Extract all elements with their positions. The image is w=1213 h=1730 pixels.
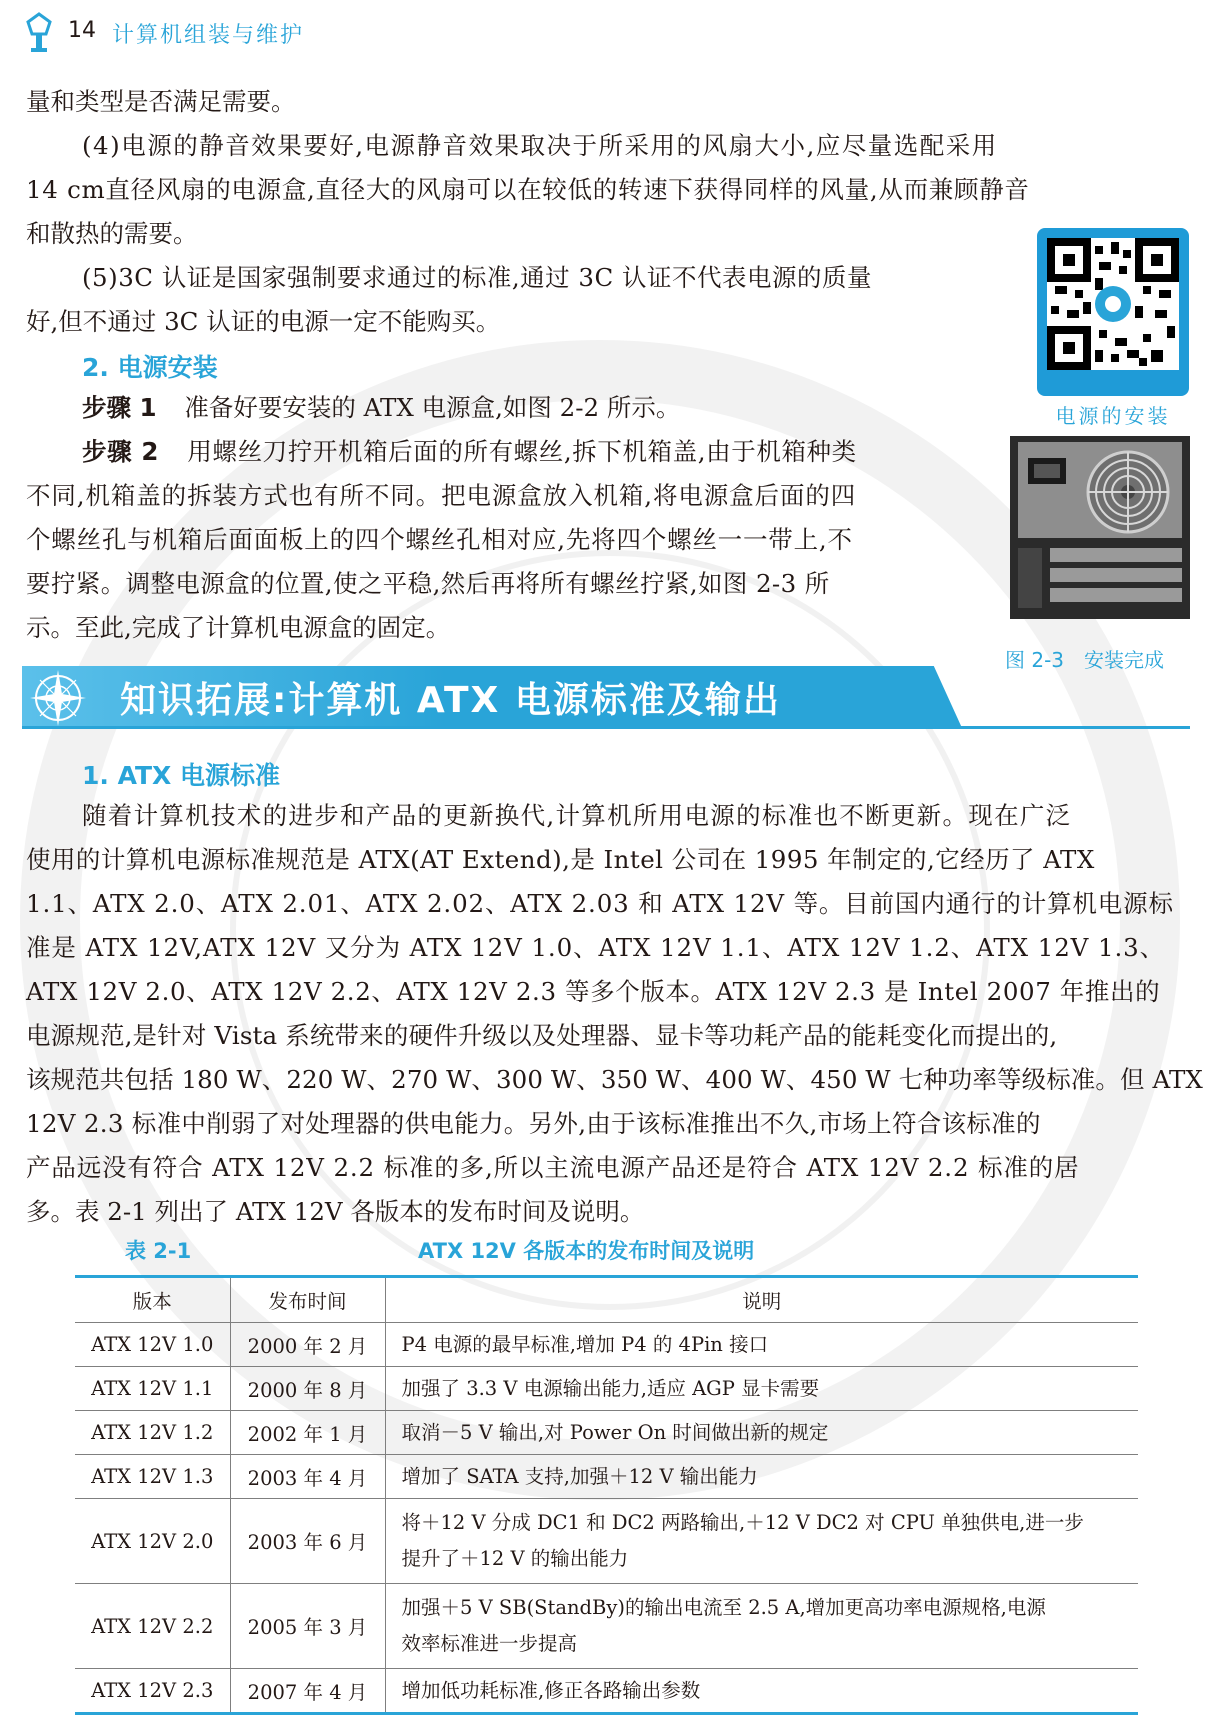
qr-caption: 电源的安装 xyxy=(1055,404,1171,428)
compass-icon xyxy=(28,668,88,728)
date-cell: 2000 年 2 月 xyxy=(230,1323,385,1367)
version-cell: ATX 12V 2.0 xyxy=(75,1499,230,1584)
version-cell: ATX 12V 2.3 xyxy=(75,1669,230,1714)
version-cell: ATX 12V 1.1 xyxy=(75,1367,230,1411)
paragraph-line: 电源规范,是针对 Vista 系统带来的硬件升级以及处理器、显卡等功耗产品的能耗变化而提出的, xyxy=(26,1021,1058,1050)
qr-code-icon xyxy=(1047,238,1179,370)
table-header-cell: 版本 xyxy=(75,1277,230,1323)
date-cell: 2005 年 3 月 xyxy=(230,1584,385,1669)
step-line xyxy=(82,386,680,430)
paragraph-line: 不同,机箱盖的拆装方式也有所不同。把电源盒放入机箱,将电源盒后面的四 xyxy=(26,481,857,510)
table-row xyxy=(75,1669,1138,1714)
paragraph-line: (5)3C 认证是国家强制要求通过的标准,通过 3C 认证不代表电源的质量 xyxy=(82,263,873,292)
paragraph-line: 量和类型是否满足需要。 xyxy=(26,87,296,116)
paragraph-line: 要拧紧。调整电源盒的位置,使之平稳,然后再将所有螺丝拧紧,如图 2-3 所 xyxy=(26,569,830,598)
table-row xyxy=(75,1323,1138,1367)
description-cell: 增加低功耗标准,修正各路输出参数 xyxy=(385,1669,1138,1714)
description-cell: 取消－5 V 输出,对 Power On 时间做出新的规定 xyxy=(385,1411,1138,1455)
description-cell: 增加了 SATA 支持,加强＋12 V 输出能力 xyxy=(385,1455,1138,1499)
version-cell: ATX 12V 1.0 xyxy=(75,1323,230,1367)
paragraph-line: 个螺丝孔与机箱后面面板上的四个螺丝孔相对应,先将四个螺丝一一带上,不 xyxy=(26,525,853,554)
description-line: 提升了＋12 V 的输出能力 xyxy=(401,1547,629,1570)
paragraph-line: 12V 2.3 标准中削弱了对处理器的供电能力。另外,由于该标准推出不久,市场上符合该标准的 xyxy=(26,1109,1041,1138)
table-row xyxy=(75,1499,1138,1584)
banner-title: 知识拓展:计算机 ATX 电源标准及输出 xyxy=(120,680,781,721)
book-title: 计算机组装与维护 xyxy=(112,23,305,48)
atx-version-table xyxy=(75,1275,1138,1715)
version-cell: ATX 12V 2.2 xyxy=(75,1584,230,1669)
installed-case-image xyxy=(1010,436,1190,619)
description-cell: P4 电源的最早标准,增加 P4 的 4Pin 接口 xyxy=(385,1323,1138,1367)
step-label: 步骤 2 xyxy=(82,437,159,466)
paragraph-line: 产品远没有符合 ATX 12V 2.2 标准的多,所以主流电源产品还是符合 ATX 12V 2.2 标准的居 xyxy=(26,1153,1080,1182)
table-row xyxy=(75,1411,1138,1455)
description-cell xyxy=(385,1499,1138,1584)
qr-code-card[interactable] xyxy=(1037,228,1189,396)
table-label: 表 2-1 xyxy=(125,1239,192,1263)
description-cell xyxy=(385,1584,1138,1669)
paragraph-line: 多。表 2-1 列出了 ATX 12V 各版本的发布时间及说明。 xyxy=(26,1197,645,1226)
page-header xyxy=(20,10,1190,60)
date-cell: 2000 年 8 月 xyxy=(230,1367,385,1411)
description-cell: 加强了 3.3 V 电源输出能力,适应 AGP 显卡需要 xyxy=(385,1367,1138,1411)
table-row xyxy=(75,1584,1138,1669)
table-row xyxy=(75,1367,1138,1411)
version-cell: ATX 12V 1.3 xyxy=(75,1455,230,1499)
page-number: 14 xyxy=(68,18,96,43)
date-cell: 2003 年 4 月 xyxy=(230,1455,385,1499)
qr-code xyxy=(1047,238,1179,370)
section-heading: 2. 电源安装 xyxy=(82,353,218,382)
paragraph-line: ATX 12V 2.0、ATX 12V 2.2、ATX 12V 2.3 等多个版本。ATX 12V 2.3 是 Intel 2007 年推出的 xyxy=(26,977,1161,1006)
paragraph-line: 准是 ATX 12V,ATX 12V 又分为 ATX 12V 1.0、ATX 12V 1.1、ATX 12V 1.2、ATX 12V 1.3、 xyxy=(26,933,1166,962)
table-row xyxy=(75,1455,1138,1499)
banner-underline xyxy=(22,726,1190,729)
step-text: 用螺丝刀拧开机箱后面的所有螺丝,拆下机箱盖,由于机箱种类 xyxy=(187,437,857,466)
description-line: 加强＋5 V SB(StandBy)的输出电流至 2.5 A,增加更高功率电源规格,电源 xyxy=(401,1596,1046,1619)
section-heading: 1. ATX 电源标准 xyxy=(82,761,281,790)
description-line: 将＋12 V 分成 DC1 和 DC2 两路输出,＋12 V DC2 对 CPU 单独供电,进一步 xyxy=(401,1511,1084,1534)
date-cell: 2003 年 6 月 xyxy=(230,1499,385,1584)
date-cell: 2007 年 4 月 xyxy=(230,1669,385,1714)
table-header-row xyxy=(75,1277,1138,1323)
lamp-icon xyxy=(24,12,54,54)
step-label: 步骤 1 xyxy=(82,393,157,422)
paragraph-line: 该规范共包括 180 W、220 W、270 W、300 W、350 W、400 W、450 W 七种功率等级标准。但 ATX xyxy=(26,1065,1203,1094)
paragraph-line: 14 cm直径风扇的电源盒,直径大的风扇可以在较低的转速下获得同样的风量,从而兼顾静音 xyxy=(26,175,1030,204)
step-line xyxy=(82,430,857,474)
paragraph-line: 和散热的需要。 xyxy=(26,219,198,248)
step-text: 准备好要安装的 ATX 电源盒,如图 2-2 所示。 xyxy=(184,393,681,422)
paragraph-line: 1.1、ATX 2.0、ATX 2.01、ATX 2.02、ATX 2.03 和 ATX 12V 等。目前国内通行的计算机电源标 xyxy=(26,889,1174,918)
table-header-cell: 说明 xyxy=(385,1277,1138,1323)
paragraph-line: 随着计算机技术的进步和产品的更新换代,计算机所用电源的标准也不断更新。现在广泛 xyxy=(82,801,1072,830)
table-header-cell: 发布时间 xyxy=(230,1277,385,1323)
paragraph-line: 示。至此,完成了计算机电源盒的固定。 xyxy=(26,613,451,642)
paragraph-line: 使用的计算机电源标准规范是 ATX(AT Extend),是 Intel 公司在 1995 年制定的,它经历了 ATX xyxy=(26,845,1095,874)
table-title: ATX 12V 各版本的发布时间及说明 xyxy=(418,1239,755,1263)
figure-caption: 图 2-3 安装完成 xyxy=(1005,648,1165,672)
paragraph-line: (4)电源的静音效果要好,电源静音效果取决于所采用的风扇大小,应尽量选配采用 xyxy=(82,131,998,160)
version-cell: ATX 12V 1.2 xyxy=(75,1411,230,1455)
date-cell: 2002 年 1 月 xyxy=(230,1411,385,1455)
paragraph-line: 好,但不通过 3C 认证的电源一定不能购买。 xyxy=(26,307,501,336)
description-line: 效率标准进一步提高 xyxy=(401,1632,578,1655)
case-installed-photo xyxy=(1010,436,1190,619)
